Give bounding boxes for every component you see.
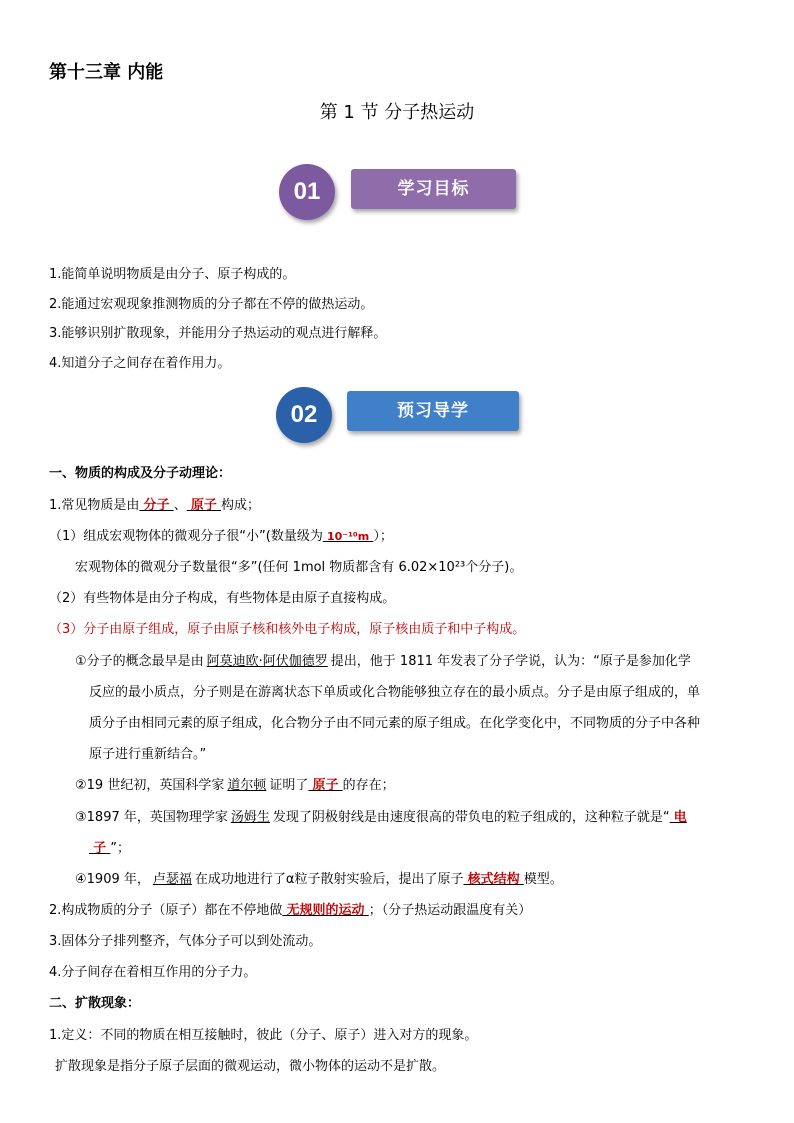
paragraph-1: [49, 494, 260, 513]
text: ）；: [373, 529, 393, 544]
text: ①分子的概念最早是由: [75, 654, 204, 669]
text: 证明了: [269, 778, 309, 793]
badge-label-objectives: 学习目标: [351, 169, 516, 209]
paragraph-6-line-2: 反应的最小质点，分子则是在游离状态下单质或化合物能够独立存在的最小质点。分子是由原子组成的，单: [89, 685, 701, 700]
paragraph-6-line-3: 质分子由相同元素的原子组成，化合物分子由不同元素的原子组成。在化学变化中，不同物质的分子中各种: [89, 716, 701, 731]
text: ④1909 年，: [75, 872, 150, 887]
text: 的存在；: [342, 778, 395, 793]
paragraph-4: （2）有些物体是由分子构成，有些物体是由原子直接构成。: [49, 591, 396, 606]
text: 发现了阴极射线是由速度很高的带负电的粒子组成的，这种粒子就是“: [272, 810, 670, 825]
text: 、: [173, 498, 187, 513]
objective-item: 1.能简单说明物质是由分子、原子构成的。: [49, 267, 296, 282]
badge-number-01: 01: [279, 164, 335, 220]
scientist-name: 卢瑟福: [152, 872, 192, 887]
objective-item: 3.能够识别扩散现象，并能用分子热运动的观点进行解释。: [49, 326, 387, 341]
text: 模型。: [523, 872, 563, 887]
text: ”；: [110, 841, 131, 856]
text: 在成功地进行了α粒子散射实验后，提出了原子: [194, 872, 464, 887]
answer-fill: 电: [673, 810, 687, 825]
text: （1）组成宏观物体的微观分子很“小”(数量级为: [49, 529, 323, 544]
scientist-name: 汤姆生: [230, 810, 270, 825]
text: 提出，他于 1811 年发表了分子学说，认为：“原子是参加化学: [330, 654, 691, 669]
paragraph-11: 3.固体分子排列整齐，气体分子可以到处流动。: [49, 934, 322, 949]
paragraph-10: [49, 899, 531, 918]
paragraph-6-line-4: 原子进行重新结合。”: [89, 747, 207, 762]
part1-heading: 一、物质的构成及分子动理论：: [49, 466, 232, 481]
paragraph-7: [75, 774, 395, 793]
chapter-title: 第十三章 内能: [49, 62, 164, 83]
scientist-name: 阿莫迪欧·阿伏伽德罗: [206, 654, 328, 669]
text: 1.常见物质是由: [49, 498, 140, 513]
objective-item: 4.知道分子之间存在着作用力。: [49, 356, 231, 371]
paragraph-13: 1.定义：不同的物质在相互接触时，彼此（分子、原子）进入对方的现象。: [49, 1028, 478, 1043]
paragraph-2: [49, 525, 393, 544]
paragraph-6: [75, 650, 691, 669]
part2-heading: 二、扩散现象：: [49, 996, 141, 1011]
badge-label-preview: 预习导学: [347, 391, 519, 431]
paragraph-8: [75, 806, 687, 825]
text: ②19 世纪初，英国科学家: [75, 778, 225, 793]
answer-fill: 10⁻¹⁰m: [326, 530, 370, 543]
objective-item: 2.能通过宏观现象推测物质的分子都在不停的做热运动。: [49, 297, 374, 312]
paragraph-14: 扩散现象是指分子原子层面的微观运动，微小物体的运动不是扩散。: [55, 1059, 446, 1074]
section-title: 第 1 节 分子热运动: [319, 102, 475, 123]
answer-fill: 无规则的运动: [286, 903, 365, 918]
text: 构成；: [221, 498, 261, 513]
paragraph-8-line-2: [89, 837, 130, 856]
paragraph-5: （3）分子由原子组成，原子由原子核和核外电子构成，原子核由质子和中子构成。: [49, 622, 526, 637]
answer-fill: 原子: [190, 498, 217, 513]
badge-number-02: 02: [276, 387, 332, 443]
paragraph-12: 4.分子间存在着相互作用的分子力。: [49, 965, 257, 980]
text: 2.构成物质的分子（原子）都在不停地做: [49, 903, 283, 918]
answer-fill: 子: [93, 841, 107, 856]
scientist-name: 道尔顿: [227, 778, 267, 793]
paragraph-3: 宏观物体的微观分子数量很“多”(任何 1mol 物质都含有 6.02×10²³个分子)。: [75, 560, 523, 575]
answer-fill: 核式结构: [467, 872, 520, 887]
paragraph-9: [75, 868, 563, 887]
text: ；（分子热运动跟温度有关）: [368, 903, 532, 918]
answer-fill: 分子: [143, 498, 170, 513]
text: ③1897 年，英国物理学家: [75, 810, 228, 825]
answer-fill: 原子: [312, 778, 339, 793]
